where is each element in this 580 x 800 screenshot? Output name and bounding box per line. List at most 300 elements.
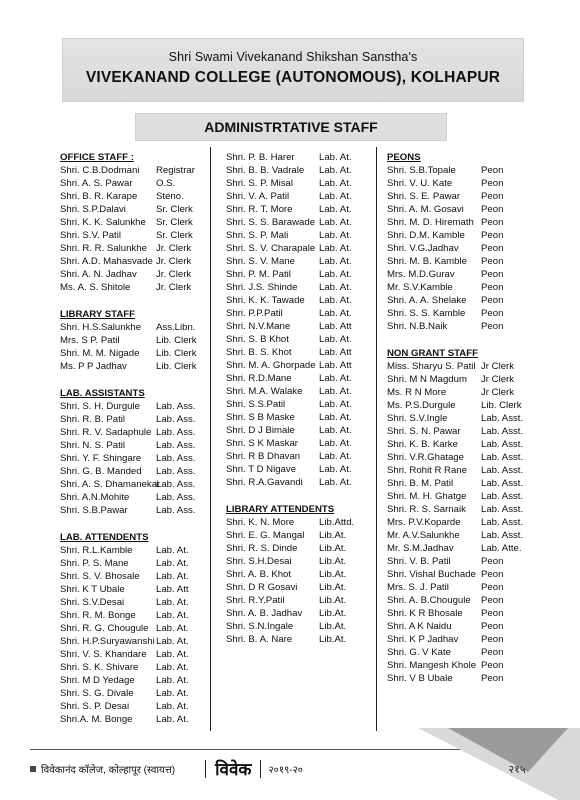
staff-designation: Lab. At. xyxy=(319,295,352,306)
staff-designation: Peon xyxy=(481,191,504,202)
column-2 xyxy=(226,151,376,646)
library-attendents-list xyxy=(226,516,376,646)
staff-designation: Lab. Asst. xyxy=(481,530,524,541)
staff-designation: Lab. Ass. xyxy=(156,505,196,516)
staff-row xyxy=(226,333,376,346)
staff-name: Shri. R.D.Mane xyxy=(226,373,292,384)
staff-row xyxy=(60,713,200,726)
staff-designation: Lab. Ass. xyxy=(156,492,196,503)
staff-row xyxy=(387,490,527,503)
staff-designation: Peon xyxy=(481,204,504,215)
lab-assistants-list xyxy=(60,400,200,517)
staff-row xyxy=(226,581,376,594)
staff-designation: Lab. At. xyxy=(319,425,352,436)
staff-designation: Lab. At. xyxy=(319,477,352,488)
staff-row xyxy=(60,203,200,216)
staff-row xyxy=(387,607,527,620)
staff-name: Shri. R. B. Patil xyxy=(60,414,126,425)
staff-designation: Lab. Asst. xyxy=(481,413,524,424)
staff-designation: Lab. Att xyxy=(319,321,352,332)
staff-designation: Lab. Asst. xyxy=(481,439,524,450)
staff-name: Shri. A. B. Jadhav xyxy=(226,608,303,619)
staff-name: Shri. H.P.Suryawanshi xyxy=(60,636,155,647)
staff-row xyxy=(387,568,527,581)
staff-name: Shri. S. E. Pawar xyxy=(387,191,461,202)
staff-row xyxy=(387,229,527,242)
staff-name: Shri. B. A. Nare xyxy=(226,634,293,645)
staff-designation: Lab. Ass. xyxy=(156,414,196,425)
staff-designation: Lib.At. xyxy=(319,608,347,619)
staff-designation: Peon xyxy=(481,165,504,176)
staff-row xyxy=(226,424,376,437)
staff-name: Shri. R.Y.Patil xyxy=(226,595,285,606)
staff-row xyxy=(387,451,527,464)
staff-designation: Jr Clerk xyxy=(481,374,515,385)
staff-row xyxy=(60,400,200,413)
staff-designation: Jr. Clerk xyxy=(156,282,192,293)
staff-designation: Lab. At. xyxy=(156,597,189,608)
staff-row xyxy=(60,242,200,255)
staff-row xyxy=(60,347,200,360)
staff-name: Shri. B. B. Vadrale xyxy=(226,165,305,176)
staff-row xyxy=(226,385,376,398)
lab-attendents-continued-list xyxy=(226,151,376,489)
staff-designation: Lib. Clerk xyxy=(156,335,197,346)
staff-designation: Lab. At. xyxy=(156,571,189,582)
staff-row xyxy=(60,687,200,700)
staff-row xyxy=(60,216,200,229)
staff-designation: Peon xyxy=(481,308,504,319)
staff-designation: Lab. At. xyxy=(156,649,189,660)
staff-name: Shri.A. M. Bonge xyxy=(60,714,133,725)
staff-row xyxy=(387,503,527,516)
staff-name: Ms. P P Jadhav xyxy=(60,361,127,372)
staff-row xyxy=(60,622,200,635)
staff-designation: Lib. Clerk xyxy=(156,348,197,359)
staff-designation: Lab. At. xyxy=(319,308,352,319)
staff-name: Shri. R. M. Bonge xyxy=(60,610,136,621)
sanstha-name: Shri Swami Vivekanand Shikshan Sanstha's xyxy=(168,50,418,64)
staff-name: Mrs. S. J. Patil xyxy=(387,582,449,593)
staff-row xyxy=(387,242,527,255)
staff-designation: Lib.At. xyxy=(319,621,347,632)
staff-name: Miss. Sharyu S. Patil xyxy=(387,361,476,372)
staff-designation: Jr Clerk xyxy=(481,387,515,398)
staff-name: Shri. S. B Khot xyxy=(226,334,289,345)
staff-row xyxy=(387,438,527,451)
staff-row xyxy=(60,609,200,622)
staff-designation: Lab. At. xyxy=(156,636,189,647)
staff-name: Shri. H.S.Salunkhe xyxy=(60,322,142,333)
staff-row xyxy=(60,360,200,373)
staff-row xyxy=(387,320,527,333)
college-name: VIVEKANAND COLLEGE (AUTONOMOUS), KOLHAPUR xyxy=(85,69,501,86)
staff-designation: Jr. Clerk xyxy=(156,243,192,254)
staff-name: Shri. V. B. Patil xyxy=(387,556,451,567)
staff-designation: Lab. Asst. xyxy=(481,478,524,489)
staff-row xyxy=(226,516,376,529)
staff-row xyxy=(387,529,527,542)
section-title-office-staff: OFFICE STAFF : xyxy=(60,152,134,163)
staff-name: Mrs. S P. Patil xyxy=(60,335,120,346)
staff-name: Shri. V. U. Kate xyxy=(387,178,453,189)
staff-name: Shri. S. S. Barawade xyxy=(226,217,316,228)
staff-name: Shri. A. M. Gosavi xyxy=(387,204,464,215)
staff-designation: Lab. Ass. xyxy=(156,401,196,412)
staff-designation: Lab. Asst. xyxy=(481,452,524,463)
page-number: २१५ xyxy=(508,764,526,776)
staff-row xyxy=(60,583,200,596)
staff-row xyxy=(226,177,376,190)
staff-row xyxy=(60,268,200,281)
staff-name: Shri. M. A. Ghorpade xyxy=(226,360,316,371)
staff-designation: Lib.At. xyxy=(319,569,347,580)
staff-designation: Peon xyxy=(481,582,504,593)
staff-designation: Peon xyxy=(481,230,504,241)
staff-row xyxy=(60,177,200,190)
staff-designation: Lab. At. xyxy=(319,373,352,384)
staff-row xyxy=(226,633,376,646)
staff-designation: Peon xyxy=(481,660,504,671)
college-header xyxy=(62,38,524,102)
staff-designation: Lib. Clerk xyxy=(481,400,522,411)
staff-designation: Lab. Asst. xyxy=(481,517,524,528)
staff-name: Shri. S. H. Durgule xyxy=(60,401,140,412)
staff-name: Shri. M D Yedage xyxy=(60,675,135,686)
staff-designation: Lab. Att xyxy=(319,360,352,371)
staff-row xyxy=(387,164,527,177)
staff-name: Shri. P.P.Patil xyxy=(226,308,283,319)
section-title-library-attendents: LIBRARY ATTENDENTS xyxy=(226,504,335,515)
staff-designation: Lab. At. xyxy=(319,204,352,215)
staff-designation: Lib.At. xyxy=(319,556,347,567)
page-footer xyxy=(30,757,303,780)
staff-name: Shri. R. V. Sadaphule xyxy=(60,427,152,438)
staff-row xyxy=(60,700,200,713)
staff-row xyxy=(60,334,200,347)
staff-row xyxy=(60,229,200,242)
staff-row xyxy=(60,413,200,426)
staff-name: Shri. R. G. Chougule xyxy=(60,623,149,634)
staff-row xyxy=(387,307,527,320)
staff-row xyxy=(226,372,376,385)
staff-row xyxy=(387,190,527,203)
staff-row xyxy=(226,151,376,164)
staff-name: Shri. S. P. Misal xyxy=(226,178,294,189)
staff-name: Shri. S B Maske xyxy=(226,412,295,423)
staff-name: Mrs. M.D.Gurav xyxy=(387,269,455,280)
staff-name: Shri. S.P.Dalavi xyxy=(60,204,126,215)
staff-row xyxy=(226,307,376,320)
staff-row xyxy=(387,646,527,659)
staff-name: Shri. S. V. Charapale xyxy=(226,243,316,254)
staff-designation: Lab. At. xyxy=(156,688,189,699)
staff-row xyxy=(226,620,376,633)
staff-designation: Lab. At. xyxy=(319,269,352,280)
staff-row xyxy=(60,648,200,661)
staff-row xyxy=(60,596,200,609)
staff-row xyxy=(226,437,376,450)
staff-designation: Ass.Libn. xyxy=(156,322,196,333)
staff-designation: Lab. Asst. xyxy=(481,465,524,476)
staff-name: Shri. S.V.Desai xyxy=(60,597,125,608)
staff-designation: Peon xyxy=(481,647,504,658)
staff-designation: Lib.At. xyxy=(319,543,347,554)
staff-name: Shri. S. G. Divale xyxy=(60,688,134,699)
staff-designation: Lab. At. xyxy=(319,412,352,423)
staff-name: Shri. N.V.Mane xyxy=(226,321,291,332)
staff-row xyxy=(387,594,527,607)
staff-name: Shri. S.B.Pawar xyxy=(60,505,128,516)
staff-row xyxy=(226,450,376,463)
staff-row xyxy=(387,203,527,216)
staff-designation: Lab. At. xyxy=(156,610,189,621)
staff-row xyxy=(387,177,527,190)
staff-name: Shri. S. P. Mali xyxy=(226,230,289,241)
staff-row xyxy=(387,477,527,490)
staff-name: Shri. S.S.Patil xyxy=(226,399,286,410)
staff-name: Ms. P.S.Durgule xyxy=(387,400,456,411)
staff-row xyxy=(60,452,200,465)
staff-name: Shri. R. S. Dinde xyxy=(226,543,298,554)
staff-row xyxy=(226,242,376,255)
staff-name: Shri. C.B.Dodmani xyxy=(60,165,140,176)
staff-row xyxy=(387,659,527,672)
staff-row xyxy=(387,360,527,373)
staff-row xyxy=(387,633,527,646)
staff-designation: Lab. Atte. xyxy=(481,543,522,554)
staff-name: Shri. R. T. More xyxy=(226,204,293,215)
staff-designation: Peon xyxy=(481,321,504,332)
staff-name: Shri. G. B. Manded xyxy=(60,466,142,477)
staff-designation: Peon xyxy=(481,673,504,684)
staff-row xyxy=(226,255,376,268)
staff-name: Shri. Rohit R Rane xyxy=(387,465,467,476)
staff-row xyxy=(60,504,200,517)
staff-row xyxy=(387,412,527,425)
section-title-lab-assistants: LAB. ASSISTANTS xyxy=(60,388,145,399)
staff-name: Shri. A.N.Mohite xyxy=(60,492,130,503)
library-staff-list xyxy=(60,321,200,373)
staff-row xyxy=(226,594,376,607)
staff-designation: Sr. Clerk xyxy=(156,230,193,241)
staff-row xyxy=(387,516,527,529)
staff-name: Shri. M N Magdum xyxy=(387,374,467,385)
staff-designation: Lab. At. xyxy=(156,623,189,634)
footer-divider xyxy=(260,760,261,778)
staff-designation: Jr. Clerk xyxy=(156,269,192,280)
staff-name: Shri. S.V. Patil xyxy=(60,230,121,241)
column-divider-2 xyxy=(376,147,377,731)
staff-row xyxy=(226,568,376,581)
staff-row xyxy=(226,294,376,307)
staff-row xyxy=(226,190,376,203)
staff-designation: Lab. At. xyxy=(156,558,189,569)
page-title: ADMINISTRTATIVE STAFF xyxy=(135,113,447,141)
staff-row xyxy=(60,321,200,334)
staff-name: Shri. R.A.Gavandi xyxy=(226,477,303,488)
footer-divider xyxy=(205,760,206,778)
staff-row xyxy=(387,255,527,268)
staff-name: Ms. A. S. Shitole xyxy=(60,282,131,293)
staff-name: Shri. S.V.Ingle xyxy=(387,413,448,424)
staff-row xyxy=(60,478,200,491)
staff-name: Shri. A. A. Shelake xyxy=(387,295,467,306)
staff-row xyxy=(387,294,527,307)
staff-name: Shri. M. B. Kamble xyxy=(387,256,467,267)
staff-name: Shri. P. S. Mane xyxy=(60,558,129,569)
staff-row xyxy=(226,359,376,372)
staff-name: Shri. N.B.Naik xyxy=(387,321,448,332)
staff-name: Shri. S. V. Bhosale xyxy=(60,571,140,582)
staff-name: Mr. S.M.Jadhav xyxy=(387,543,454,554)
staff-name: Shri. A K Naidu xyxy=(387,621,452,632)
footer-year: २०१९-२० xyxy=(268,764,303,776)
staff-row xyxy=(387,555,527,568)
staff-designation: Lab. Ass. xyxy=(156,440,196,451)
staff-name: Mr. S.V.Kamble xyxy=(387,282,453,293)
staff-row xyxy=(60,426,200,439)
staff-row xyxy=(387,542,527,555)
staff-row xyxy=(226,555,376,568)
staff-name: Shri. Mangesh Khole xyxy=(387,660,477,671)
staff-row xyxy=(60,281,200,294)
staff-name: Shri. S. N. Pawar xyxy=(387,426,461,437)
staff-designation: Lab. At. xyxy=(156,545,189,556)
staff-designation: Lab. At. xyxy=(319,152,352,163)
staff-designation: Lab. Ass. xyxy=(156,453,196,464)
staff-designation: Peon xyxy=(481,295,504,306)
staff-designation: Peon xyxy=(481,256,504,267)
bullet-square-icon xyxy=(30,766,36,772)
staff-designation: Lib.At. xyxy=(319,595,347,606)
section-title-library-staff: LIBRARY STAFF xyxy=(60,309,135,320)
staff-designation: Registrar xyxy=(156,165,195,176)
staff-designation: Jr Clerk xyxy=(481,361,515,372)
staff-name: Shri. K. K. Salunkhe xyxy=(60,217,146,228)
staff-name: Shri. J.S. Shinde xyxy=(226,282,298,293)
staff-designation: Lab. At. xyxy=(319,451,352,462)
staff-name: Shri. V. A. Patil xyxy=(226,191,290,202)
staff-name: Shri. A. B. Khot xyxy=(226,569,292,580)
staff-name: Shri. P. M. Patil xyxy=(226,269,291,280)
staff-row xyxy=(387,281,527,294)
staff-name: Shri. S. S. Kamble xyxy=(387,308,466,319)
staff-name: Shri. R. R. Salunkhe xyxy=(60,243,147,254)
staff-name: Shri. S.B.Topale xyxy=(387,165,456,176)
staff-designation: Lab. At. xyxy=(319,334,352,345)
staff-row xyxy=(226,320,376,333)
staff-row xyxy=(226,463,376,476)
staff-designation: Sr. Clerk xyxy=(156,204,193,215)
staff-row xyxy=(60,439,200,452)
staff-name: Shri. K T Ubale xyxy=(60,584,125,595)
staff-designation: Lab. At. xyxy=(319,282,352,293)
staff-row xyxy=(226,398,376,411)
staff-row xyxy=(387,581,527,594)
staff-name: Shri. K. B. Karke xyxy=(387,439,458,450)
peons-list xyxy=(387,164,527,333)
staff-name: Shri. R. S. Sarnaik xyxy=(387,504,466,515)
staff-row xyxy=(226,529,376,542)
staff-designation: O.S. xyxy=(156,178,176,189)
staff-designation: Lab. Ass. xyxy=(156,466,196,477)
staff-designation: Lab. At. xyxy=(319,217,352,228)
staff-designation: Peon xyxy=(481,556,504,567)
staff-row xyxy=(387,464,527,477)
staff-name: Shri. V.R.Ghatage xyxy=(387,452,464,463)
staff-name: Shri. B. S. Khot xyxy=(226,347,292,358)
section-title-non-grant-staff: NON GRANT STAFF xyxy=(387,348,478,359)
footer-rule xyxy=(30,749,470,750)
staff-name: Shri. R.L.Kamble xyxy=(60,545,133,556)
staff-designation: Lab. Asst. xyxy=(481,504,524,515)
vivek-logo: विवेक xyxy=(215,760,252,780)
staff-row xyxy=(226,542,376,555)
staff-row xyxy=(387,373,527,386)
staff-designation: Lib.Attd. xyxy=(319,517,355,528)
staff-designation: Peon xyxy=(481,243,504,254)
staff-designation: Peon xyxy=(481,217,504,228)
staff-row xyxy=(60,674,200,687)
staff-row xyxy=(387,399,527,412)
staff-designation: Lib.At. xyxy=(319,634,347,645)
staff-name: Shri. E. G. Mangal xyxy=(226,530,305,541)
staff-name: Shri. N. S. Patil xyxy=(60,440,126,451)
staff-designation: Peon xyxy=(481,178,504,189)
staff-designation: Steno. xyxy=(156,191,184,202)
staff-designation: Lab. At. xyxy=(156,701,189,712)
staff-name: Shri. B. M. Patil xyxy=(387,478,454,489)
staff-designation: Peon xyxy=(481,569,504,580)
staff-row xyxy=(60,570,200,583)
staff-designation: Peon xyxy=(481,595,504,606)
footer-college-name: विवेकानंद कॉलेज, कोल्हापूर (स्वायत्त) xyxy=(41,764,176,776)
staff-designation: Lab. Att xyxy=(319,347,352,358)
staff-row xyxy=(60,661,200,674)
staff-row xyxy=(387,672,527,685)
staff-name: Shri. S.H.Desai xyxy=(226,556,292,567)
staff-row xyxy=(60,635,200,648)
office-staff-list xyxy=(60,164,200,294)
staff-row xyxy=(387,268,527,281)
staff-row xyxy=(387,620,527,633)
staff-designation: Peon xyxy=(481,282,504,293)
staff-name: Shri. A. N. Jadhav xyxy=(60,269,137,280)
staff-designation: Lab. At. xyxy=(156,662,189,673)
staff-row xyxy=(60,491,200,504)
staff-name: Shri. V. S. Khandare xyxy=(60,649,147,660)
column-divider-1 xyxy=(210,147,211,731)
staff-name: Shri. B. R. Karape xyxy=(60,191,138,202)
staff-row xyxy=(387,425,527,438)
staff-name: Shri. S. K. Shivare xyxy=(60,662,139,673)
staff-name: Shri. V B Ubale xyxy=(387,673,453,684)
staff-designation: Lab. At. xyxy=(156,675,189,686)
staff-designation: Peon xyxy=(481,621,504,632)
staff-row xyxy=(60,190,200,203)
section-title-peons: PEONS xyxy=(387,152,421,163)
staff-name: Shri. V.G.Jadhav xyxy=(387,243,459,254)
staff-name: Shri. D J Bimale xyxy=(226,425,295,436)
column-3 xyxy=(387,151,527,685)
staff-row xyxy=(226,203,376,216)
staff-name: Shri. D.M. Kamble xyxy=(387,230,465,241)
staff-name: Shri. M. M. Nigade xyxy=(60,348,140,359)
staff-name: Shri. T D Nigave xyxy=(226,464,297,475)
staff-designation: Lab. At. xyxy=(319,256,352,267)
staff-designation: Lib.At. xyxy=(319,582,347,593)
